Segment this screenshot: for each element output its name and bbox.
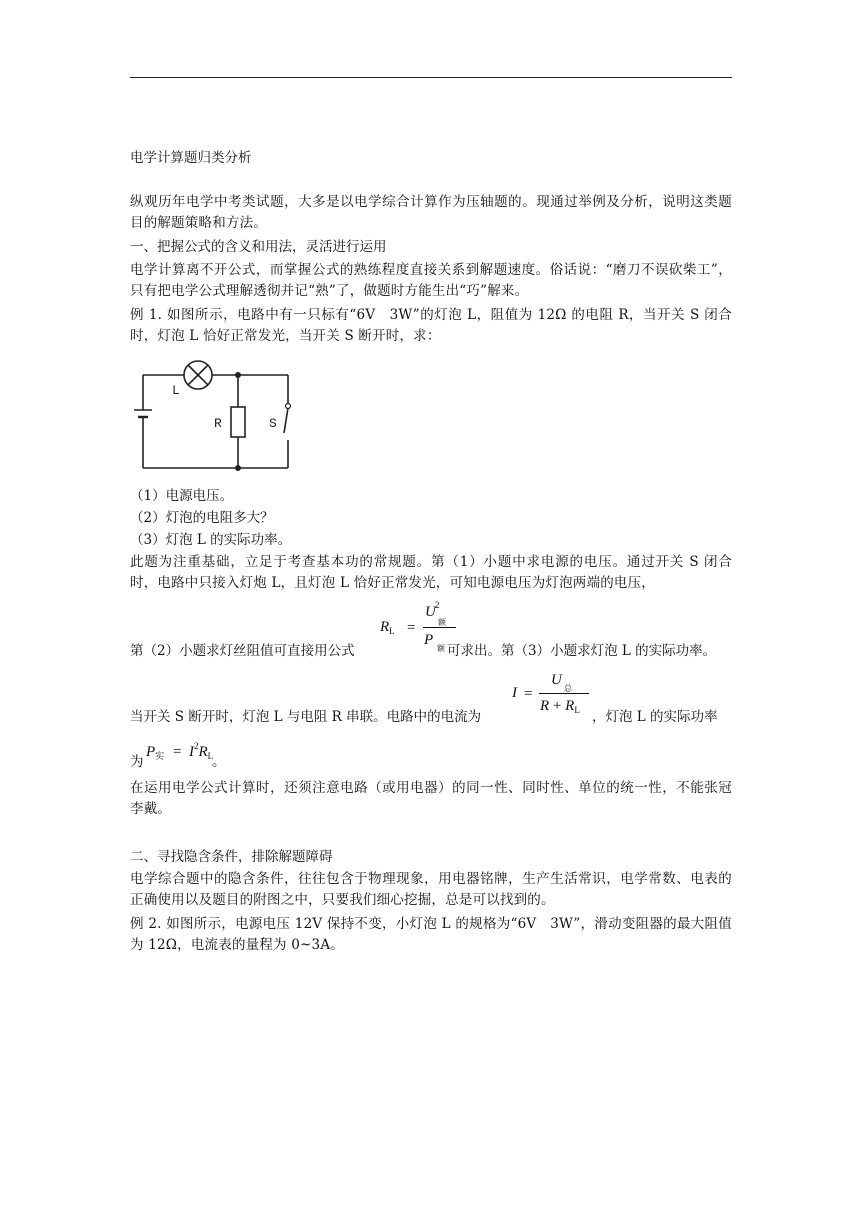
circuit-diagram [128,360,298,475]
analysis-paragraph-2b: 可求出。第（3）小题求灯泡 L 的实际功率。 [447,643,717,659]
junction-top-icon [235,372,241,378]
formula-current: I = U 总 $R + R_L$ [512,672,592,726]
doc-title: 电学计算题归类分析 [130,150,252,166]
section2-heading: 二、寻找隐含条件，排除解题障碍 [130,849,333,865]
analysis-paragraph-4a: 为 [130,754,144,770]
fraction-bar [539,693,589,694]
switch-contact-icon [286,404,291,409]
header-rule [130,77,732,78]
question-1: （1）电源电压。 [130,488,234,504]
example1-text: 例 1. 如图所示，电路中有一只标有“6V 3W”的灯泡 L，阻值为 12Ω 的电阻 R，当开关 S 闭合时，灯泡 L 恰好正常发光，当开关 S 断开时，求： [130,307,732,344]
analysis-paragraph-3b: ，灯泡 L 的实际功率 [592,709,718,725]
question-2: （2）灯泡的电阻多大？ [130,510,274,526]
switch-label: S [269,416,277,431]
analysis-paragraph-2a: 第（2）小题求灯丝阻值可直接用公式 [130,643,355,659]
note-paragraph: 在运用电学公式计算时，还须注意电路（或用电器）的同一性、同时性、单位的统一性，不能张冠李戴。 [130,780,732,817]
junction-bottom-icon [235,465,241,471]
analysis-paragraph-1: 此题为注重基础，立足于考查基本功的常规题。第（1）小题中求电源的电压。通过开关 S 闭合时，电路中只接入灯炮 L，且灯泡 L 恰好正常发光，可知电源电压为灯泡两端的电压， [130,554,732,591]
switch-blade-icon [284,408,288,433]
section1-paragraph: 电学计算离不开公式，而掌握公式的熟练程度直接关系到解题速度。俗话说：“磨刀不误砍柴工”，只有把电学公式理解透彻并记“熟”了，做题时方能生出“巧”解来。 [130,262,732,299]
resistor-icon [231,407,245,437]
resistor-label: R [214,416,222,431]
fraction-bar [423,627,456,628]
section2-paragraph: 电学综合题中的隐含条件，往往包含于物理现象，用电器铭牌，生产生活常识，电学常数、电表的正确使用以及题目的附图之中，只要我们细心挖掘，总是可以找到的。 [130,871,732,908]
question-3: （3）灯泡 L 的实际功率。 [130,532,292,548]
lamp-label: L [172,383,180,398]
formula-actual-power: $P_实$ = $I^2R_L$ [146,741,214,761]
example2-text: 例 2. 如图所示，电源电压 12V 保持不变，小灯泡 L 的规格为“6V 3W”，滑动变阻器的最大阻值为 12Ω，电流表的量程为 0~3A。 [130,916,732,953]
analysis-paragraph-3a: 当开关 S 断开时，灯泡 L 与电阻 R 串联。电路中的电流为 [130,709,482,725]
section1-heading: 一、把握公式的含义和用法，灵活进行运用 [130,239,387,255]
analysis-paragraph-4b: 。 [212,754,226,770]
formula-lamp-resistance: $R_L$ = $U^2$ 额 P 额 [380,604,460,658]
intro-paragraph: 纵观历年电学中考类试题，大多是以电学综合计算作为压轴题的。现通过举例及分析，说明这类题目的解题策略和方法。 [130,194,732,231]
